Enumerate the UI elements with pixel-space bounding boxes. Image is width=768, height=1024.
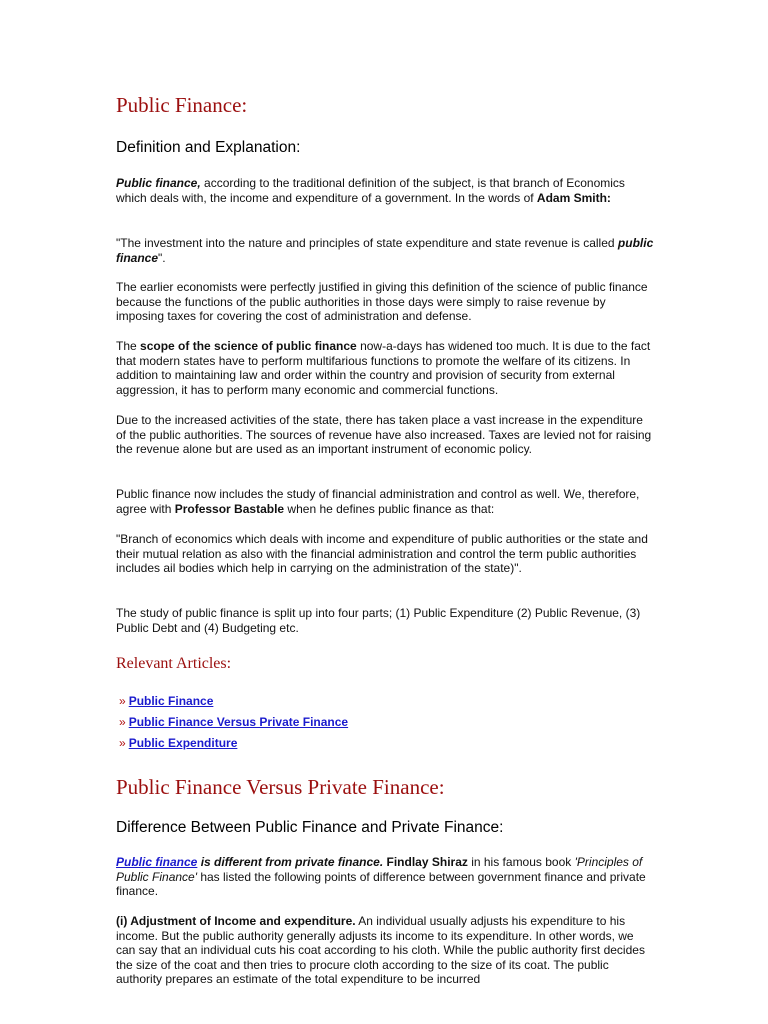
definition-subtitle: Definition and Explanation:: [116, 139, 301, 156]
paragraph-four-parts: The study of public finance is split up into four parts; (1) Public Expenditure (2) Public Revenue, (3) Public Debt and (4) Budgeting etc.: [116, 606, 641, 635]
bullet-icon: »: [119, 715, 126, 729]
difference-subtitle: Difference Between Public Finance and Private Finance:: [116, 819, 504, 836]
book-title: 'Principles of Public Finance': [116, 855, 643, 884]
list-item: [116, 715, 348, 736]
paragraph-earlier-economists: The earlier economists were perfectly justified in giving this definition of the science of public finance because the functions of the public authorities in those days were simply to raise revenue by imposing taxes for covering the cost of administration and defense.: [116, 280, 648, 324]
link-public-expenditure[interactable]: Public Expenditure: [128, 736, 238, 750]
term-public-finance: Public finance,: [116, 176, 201, 190]
paragraph-adjustment-income: (i) Adjustment of Income and expenditure. An individual usually adjusts his expenditure to his income. But the public authority generally adjusts its income to its expenditure. In other words, we can say that an individual cuts his coat according to his cloth. While the public authority first decides the size of the coat and then tries to procure cloth according to the size of its coat. The public authority prepares an estimate of the total expenditure to be incurred: [116, 914, 645, 987]
relevant-articles-heading: Relevant Articles:: [116, 655, 232, 672]
list-item: [116, 736, 348, 757]
bullet-icon: »: [119, 736, 126, 750]
paragraph-difference: Public finance is different from private finance. Findlay Shiraz in his famous book 'Principles of Public Finance' has listed the following points of difference between government finance and private finance.: [116, 855, 646, 899]
bullet-icon: »: [119, 694, 126, 708]
link-public-vs-private-finance[interactable]: Public Finance Versus Private Finance: [128, 715, 349, 729]
paragraph-increased-activities: Due to the increased activities of the state, there has taken place a vast increase in the expenditure of the public authorities. The sources of revenue have also increased. Taxes are levied not for raising the revenue alone but are used as an important instrument of economic policy.: [116, 413, 652, 457]
relevant-articles-list: [116, 694, 348, 757]
paragraph-definition: Public finance, according to the traditional definition of the subject, is that branch of Economics which deals with, the income and expenditure of a government. In the words of Adam Smith:: [116, 176, 625, 205]
page-title: Public Finance:: [116, 93, 248, 117]
author-findlay-shiraz: Findlay Shiraz: [383, 855, 468, 869]
inline-link-public-finance[interactable]: Public finance: [116, 855, 198, 869]
paragraph-scope: The scope of the science of public finance now-a-days has widened too much. It is due to the fact that modern states have to perform multifarious functions to promote the welfare of its citizens. In addition to maintaining law and order within the country and provision of security from external aggression, it has to perform many economic and commercial functions.: [116, 339, 651, 397]
paragraph-bastable-quote: "Branch of economics which deals with income and expenditure of public authorities or the state and their mutual relation as also with the financial administration and control the term public authorities includes ail bodies which help in carrying on the administration of the state)".: [116, 532, 648, 576]
paragraph-quote-smith: "The investment into the nature and principles of state expenditure and state revenue is called public finance".: [116, 236, 654, 265]
paragraph-bastable: Public finance now includes the study of financial administration and control as well. We, therefore, agree with Professor Bastable when he defines public finance as that:: [116, 487, 640, 516]
author-adam-smith: Adam Smith:: [536, 190, 611, 205]
link-public-finance[interactable]: Public Finance: [128, 694, 214, 708]
section-title-public-vs-private: Public Finance Versus Private Finance:: [116, 775, 445, 799]
list-item: [116, 694, 348, 715]
